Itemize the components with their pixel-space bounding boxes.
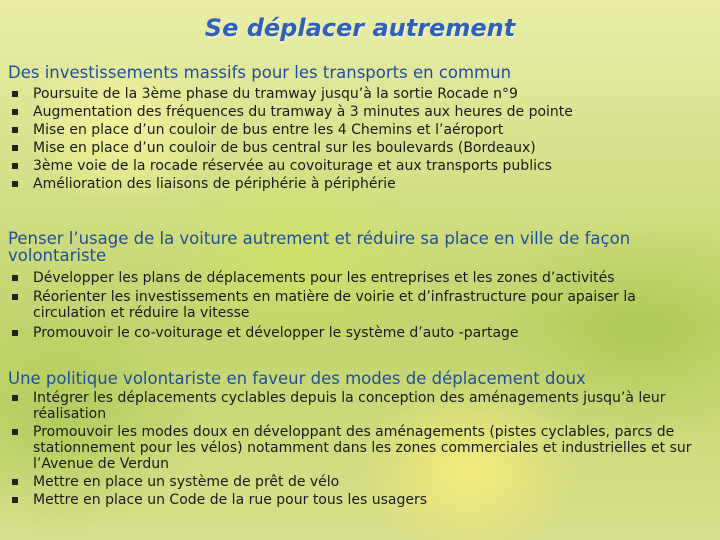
list-item: Promouvoir les modes doux en développant des aménagements (pistes cyclables, parcs de stationnement pour les vélos) notamment dans les zones commerciales et industrielles et sur l’Avenue de Verdun — [8, 424, 712, 472]
bullet-square-icon — [12, 395, 18, 401]
bullet-square-icon — [12, 294, 18, 300]
list-item: Augmentation des fréquences du tramway à 3 minutes aux heures de pointe — [8, 104, 712, 120]
list-item: Intégrer les déplacements cyclables depuis la conception des aménagements jusqu’à leur réalisation — [8, 390, 712, 422]
list-item: Poursuite de la 3ème phase du tramway jusqu’à la sortie Rocade n°9 — [8, 86, 712, 102]
section-heading-transports: Des investissements massifs pour les transports en commun — [8, 63, 512, 82]
bullet-square-icon — [12, 127, 18, 133]
page-title: Se déplacer autrement — [204, 14, 516, 42]
bullet-square-icon — [12, 429, 18, 435]
bullet-square-icon — [12, 330, 18, 336]
list-item: Promouvoir le co-voiturage et développer le système d’auto -partage — [8, 325, 688, 341]
bullet-square-icon — [12, 109, 18, 115]
list-item: Réorienter les investissements en matière de voirie et d’infrastructure pour apaiser la circulation et réduire la vitesse — [8, 289, 688, 321]
bullet-square-icon — [12, 181, 18, 187]
bullet-square-icon — [12, 91, 18, 97]
section-heading-voiture: Penser l’usage de la voiture autrement et réduire sa place en ville de façon volontariste — [8, 229, 631, 265]
bullet-square-icon — [12, 275, 18, 281]
bullet-list-modes-doux — [8, 390, 712, 508]
bullet-square-icon — [12, 145, 18, 151]
section-heading-modes-doux: Une politique volontariste en faveur des modes de déplacement doux — [8, 369, 586, 388]
bullet-list-voiture — [8, 270, 688, 341]
list-item: Mise en place d’un couloir de bus central sur les boulevards (Bordeaux) — [8, 140, 712, 156]
list-item: 3ème voie de la rocade réservée au covoiturage et aux transports publics — [8, 158, 712, 174]
list-item: Mettre en place un Code de la rue pour tous les usagers — [8, 492, 712, 508]
list-item: Mise en place d’un couloir de bus entre les 4 Chemins et l’aéroport — [8, 122, 712, 138]
bullet-list-transports — [8, 86, 712, 192]
list-item: Développer les plans de déplacements pour les entreprises et les zones d’activités — [8, 270, 688, 286]
bullet-square-icon — [12, 479, 18, 485]
list-item: Amélioration des liaisons de périphérie à périphérie — [8, 176, 712, 192]
bullet-square-icon — [12, 497, 18, 503]
bullet-square-icon — [12, 163, 18, 169]
list-item: Mettre en place un système de prêt de vélo — [8, 474, 712, 490]
